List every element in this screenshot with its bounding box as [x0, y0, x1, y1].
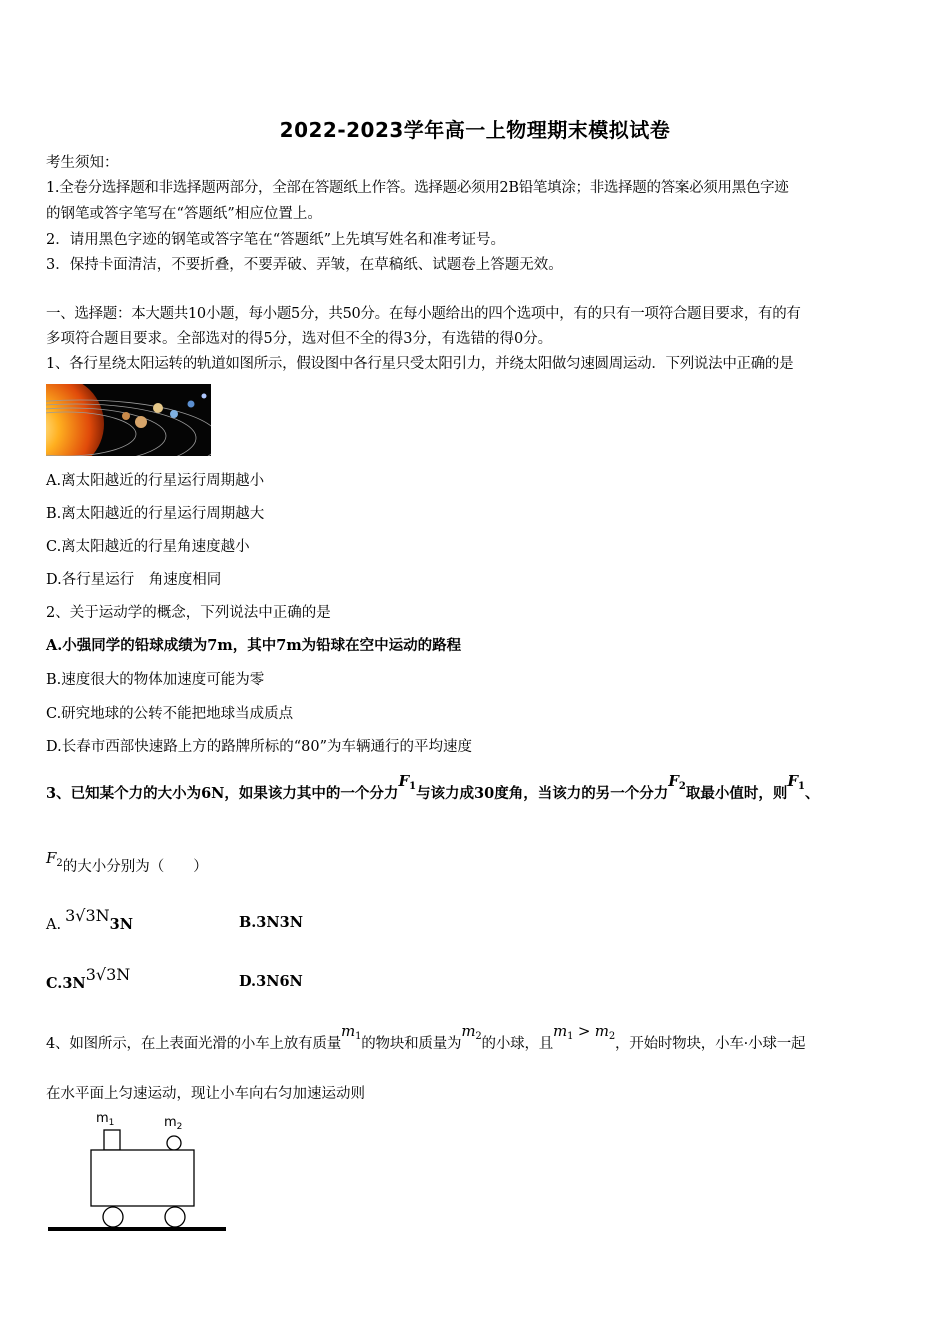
- subscript: 2: [56, 858, 63, 869]
- q3-var-f1: [398, 772, 416, 790]
- q2-option-d: D.长春市西部快速路上方的路牌所标的“80”为车辆通行的平均速度: [46, 739, 472, 755]
- f-symbol: F: [787, 772, 799, 790]
- m-symbol: m: [553, 1022, 568, 1040]
- m-symbol: m: [341, 1022, 356, 1040]
- q3-option-b: B.3N3N: [239, 914, 303, 931]
- q4-stem-c: 的小球，且: [481, 1036, 554, 1052]
- q3-stem-c: 取最小值时，则: [685, 785, 788, 802]
- block-m1: [104, 1130, 120, 1150]
- gt-symbol: >: [577, 1022, 591, 1040]
- notice-item-1: 1.全卷分选择题和非选择题两部分，全部在答题纸上作答。选择题必须用2B铅笔填涂；非选择题的答案必须用黑色字迹: [46, 180, 789, 196]
- wheel-right: [165, 1207, 185, 1227]
- q4-var-m1: [341, 1022, 361, 1040]
- q2-option-c: C.研究地球的公转不能把地球当成质点: [46, 706, 294, 722]
- q3-option-c-math: 3√3N: [85, 965, 131, 984]
- q3-var-f1b: [787, 772, 805, 790]
- q4-stem-line2: 在水平面上匀速运动，现让小车向右匀加速运动则: [46, 1086, 365, 1102]
- q3-stem-d: 、: [805, 785, 820, 802]
- f-symbol: F: [398, 772, 410, 790]
- q3-option-a-tail: 3N: [109, 916, 133, 933]
- q3-stem-a: 3、已知某个力的大小为6N，如果该力其中的一个分力: [46, 785, 399, 802]
- label-m2: $m_2$: [164, 1115, 183, 1132]
- q3-var-f2b: [46, 849, 63, 867]
- q3-option-c: [46, 965, 131, 992]
- subscript: 1: [409, 781, 417, 792]
- q3-option-a: [46, 906, 133, 933]
- ground: [48, 1227, 226, 1231]
- cart-diagram: [46, 1106, 231, 1236]
- f-symbol: F: [668, 772, 679, 790]
- solar-system-figure: [46, 384, 211, 456]
- q4-stem-a: 4、如图所示，在上表面光滑的小车上放有质量: [46, 1036, 342, 1052]
- q3-stem-line2: [46, 849, 208, 877]
- cart-body: [91, 1150, 194, 1206]
- q4-var-m2: [461, 1022, 481, 1040]
- notice-item-3: 3．保持卡面清洁，不要折叠，不要弄破、弄皱，在草稿纸、试题卷上答题无效。: [46, 257, 563, 273]
- q3-var-f2: [668, 772, 686, 790]
- subscript: 1: [567, 1031, 574, 1042]
- q1-option-c: C.离太阳越近的行星角速度越小: [46, 539, 250, 555]
- cart-figure: [46, 1106, 231, 1236]
- q3-option-a-label: A.: [46, 917, 62, 933]
- subscript: 1: [798, 781, 805, 792]
- q3-option-d: D.3N6N: [239, 973, 303, 990]
- q4-stem-d: ，开始时物块，小车·小球一起: [614, 1036, 806, 1052]
- q1-option-d: D.各行星运行 角速度相同: [46, 572, 222, 588]
- subscript: 2: [608, 1031, 615, 1042]
- f-symbol: F: [46, 849, 57, 867]
- section-instructions-2: 多项符合题目要求。全部选对的得5分，选对但不全的得3分，有选错的得0分。: [46, 331, 553, 347]
- m-symbol: m: [594, 1022, 609, 1040]
- page-title: 2022-2023学年高一上物理期末模拟试卷: [279, 118, 671, 142]
- ball-m2: [167, 1136, 181, 1150]
- q4-inequality: [553, 1022, 615, 1040]
- q4-stem-b: 的物块和质量为: [361, 1036, 462, 1052]
- notice-item-2: 2．请用黑色字迹的钢笔或答字笔在“答题纸”上先填写姓名和准考证号。: [46, 232, 506, 248]
- q2-stem: 2、关于运动学的概念，下列说法中正确的是: [46, 605, 331, 621]
- q3-stem-e: 的大小分别为（ ）: [62, 859, 208, 875]
- subscript: 2: [678, 781, 686, 792]
- subscript: 2: [475, 1031, 482, 1042]
- q3-stem-b: 与该力成30度角，当该力的另一个分力: [416, 785, 669, 802]
- q2-option-a: A.小强同学的铅球成绩为7m，其中7m为铅球在空中运动的路程: [46, 637, 462, 654]
- notice-heading: 考生须知：: [46, 155, 119, 171]
- q2-option-b: B.速度很大的物体加速度可能为零: [46, 672, 265, 688]
- wheel-left: [103, 1207, 123, 1227]
- q1-option-a: A.离太阳越近的行星运行周期越小: [46, 473, 265, 489]
- m-symbol: m: [461, 1022, 476, 1040]
- q1-option-b: B.离太阳越近的行星运行周期越大: [46, 506, 265, 522]
- notice-item-1b: 的钢笔或答字笔写在“答题纸”相应位置上。: [46, 206, 322, 222]
- solar-system-image: [46, 384, 211, 456]
- q3-option-a-math: 3√3N: [65, 906, 110, 925]
- subscript: 1: [355, 1031, 362, 1042]
- q1-stem: 1、各行星绕太阳运转的轨道如图所示，假设图中各行星只受太阳引力，并绕太阳做匀速圆周运动．下列说法中正确的是: [46, 356, 794, 372]
- section-instructions-1: 一、选择题：本大题共10小题，每小题5分，共50分。在每小题给出的四个选项中，有的只有一项符合题目要求，有的有: [46, 306, 801, 322]
- label-m1: $m_1$: [96, 1111, 115, 1128]
- q3-stem-line1: [46, 772, 820, 804]
- q3-option-c-label: C.3N: [46, 975, 86, 992]
- q4-stem-line1: [46, 1022, 806, 1054]
